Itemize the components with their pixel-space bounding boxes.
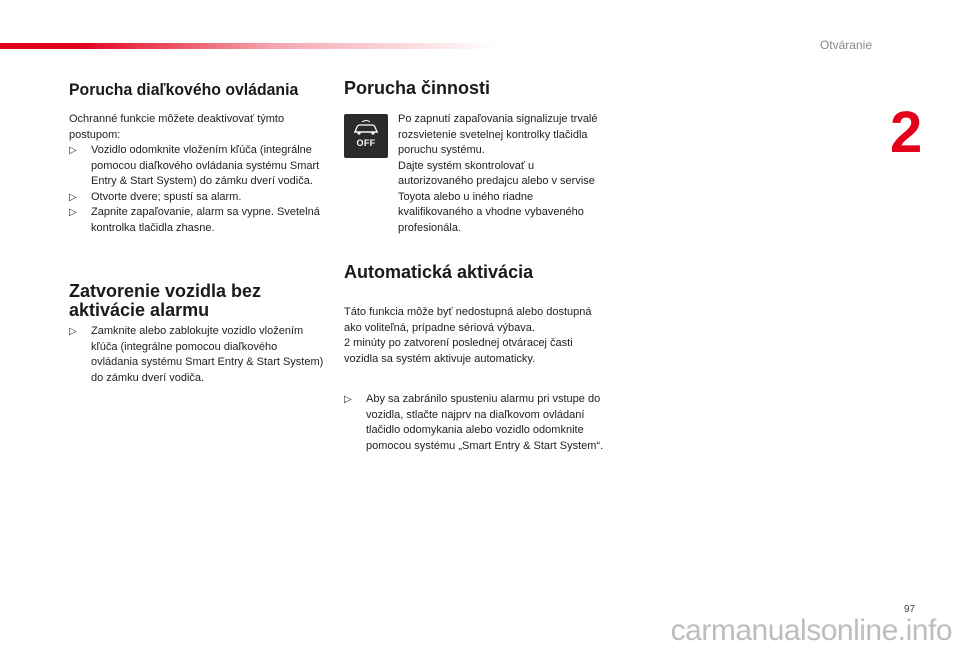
section-title-automatic-activation: Automatická aktivácia — [344, 262, 534, 282]
list-item: ▷ Zapnite zapaľovanie, alarm sa vypne. Svetelná kontrolka tlačidla zhasne. — [69, 206, 320, 234]
arrow-bullet-icon: ▷ — [69, 207, 77, 218]
page-number: 97 — [904, 604, 916, 615]
arrow-bullet-icon: ▷ — [344, 394, 352, 405]
arrow-bullet-icon: ▷ — [69, 191, 77, 203]
section-title-close-without-alarm: Zatvorenie vozidla bez aktivácie alarmu — [69, 281, 262, 320]
watermark: carmanualsonline.info — [670, 614, 952, 647]
chapter-number: 2 — [890, 100, 923, 165]
list-item: ▷ Otvorte dvere; spustí sa alarm. — [69, 190, 321, 206]
bullet-list-automatic-activation — [344, 392, 606, 454]
bullet-list-remote-failure — [69, 143, 321, 236]
chapter-title: Otváranie — [819, 38, 872, 52]
section-title-remote-failure: Porucha diaľkového ovládania — [69, 80, 299, 99]
list-item: ▷ Aby sa zabránilo spusteniu alarmu pri vstupe do vozidla, stlačte najprv na diaľkovom ovládaní tlačidlo odomykania alebo vozidlo odomknite pomocou systému „Smart Entry & Start System“. — [344, 393, 604, 452]
list-item: ▷ Vozidlo odomknite vložením kľúča (integrálne pomocou diaľkového ovládania systému Smart Entry & Start System) do zámku dverí vodiča. — [69, 144, 320, 187]
bullet-list-close-without-alarm — [69, 324, 327, 386]
arrow-bullet-icon: ▷ — [69, 145, 77, 156]
list-item: ▷ Zamknite alebo zablokujte vozidlo vložením kľúča (integrálne pomocou diaľkového ovládania systému Smart Entry & Start System) do zámku dverí vodiča. — [69, 325, 324, 384]
section-title-malfunction: Porucha činnosti — [344, 78, 491, 98]
icon-off-label: OFF — [356, 138, 376, 148]
section-intro: Ochranné funkcie môžete deaktivovať týmto postupom: — [69, 113, 285, 141]
malfunction-text: Po zapnutí zapaľovania signalizuje trvalé rozsvietenie svetelnej kontrolky tlačidla poruchu systému. Dajte systém skontrolovať u autorizovaného predajcu alebo v servise Toyota alebo u iného riadne kvalifikovaného a vhodne vybaveného profesionála. — [398, 113, 598, 234]
arrow-bullet-icon: ▷ — [69, 326, 77, 337]
header-accent-bar — [0, 43, 500, 49]
car-alarm-off-icon — [344, 114, 388, 158]
automatic-activation-text: Táto funkcia môže byť nedostupná alebo dostupná ako voliteľná, prípadne sériová výbava. 2 minúty po zatvorení poslednej otváracej časti vozidla sa systém aktivuje automaticky. — [344, 306, 592, 365]
